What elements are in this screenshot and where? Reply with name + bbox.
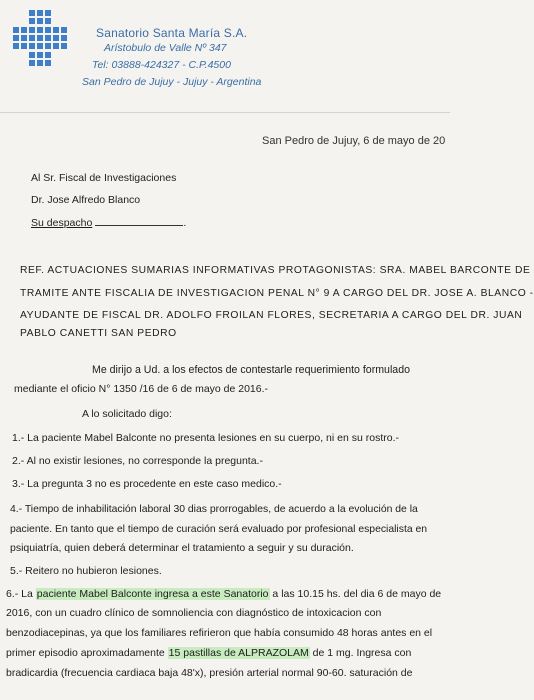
item-6-line-2: 2016, con un cuadro clínico de somnoliencia con diagnóstico de intoxicacion con bbox=[6, 607, 382, 619]
item-4-line-3: psiquiatría, quien deberá determinar el tratamiento a seguir y su duración. bbox=[10, 542, 354, 554]
ref-line-2: TRAMITE ANTE FISCALIA DE INVESTIGACION PENAL N° 9 A CARGO DEL DR. JOSE A. BLANCO - bbox=[20, 288, 534, 299]
highlight-alprazolam: 15 pastillas de ALPRAZOLAM bbox=[168, 647, 309, 659]
header-divider bbox=[0, 112, 450, 113]
addressee-line-1: Al Sr. Fiscal de Investigaciones bbox=[31, 172, 177, 184]
ref-line-4: PABLO CANETTI SAN PEDRO bbox=[20, 328, 177, 339]
addressee-end: . bbox=[183, 217, 187, 229]
sanatorium-name: Sanatorio Santa María S.A. bbox=[96, 26, 248, 40]
addressee-line-3 bbox=[31, 215, 186, 230]
item-1: 1.- La paciente Mabel Balconte no presenta lesiones en su cuerpo, ni en su rostro.- bbox=[12, 432, 399, 444]
date-line: San Pedro de Jujuy, 6 de mayo de 20 bbox=[262, 135, 446, 147]
item-6-dose-pre: primer episodio aproximadamente bbox=[6, 647, 168, 659]
item-6-time: a las 10.15 hs. del dia 6 de mayo de bbox=[269, 588, 442, 600]
item-6-line-1 bbox=[6, 589, 441, 601]
item-6-line-4 bbox=[6, 648, 411, 660]
item-4-line-2: paciente. En tanto que el tiempo de curación será evaluado por profesional especialista en bbox=[10, 524, 428, 535]
sanatorium-address: Arístobulo de Valle Nº 347 bbox=[104, 42, 227, 54]
addressee-line-2: Dr. Jose Alfredo Blanco bbox=[31, 194, 141, 206]
su-despacho: Su despacho bbox=[31, 217, 93, 229]
item-4-line-1: 4.- Tiempo de inhabilitación laboral 30 dias prorrogables, de acuerdo a la evolución de la bbox=[10, 504, 418, 515]
ref-line-3: AYUDANTE DE FISCAL DR. ADOLFO FROILAN FLORES, SECRETARIA A CARGO DEL DR. JUAN bbox=[20, 310, 523, 321]
signature-blank bbox=[95, 215, 183, 226]
blue-cross-grid-logo-icon bbox=[10, 8, 70, 70]
ref-line-1: REF. ACTUACIONES SUMARIAS INFORMATIVAS PROTAGONISTAS: SRA. MABEL BARCONTE DE bbox=[20, 265, 531, 276]
item-6-number: 6.- La bbox=[6, 588, 36, 600]
sanatorium-phone: Tel: 03888-424327 - C.P.4500 bbox=[92, 59, 231, 71]
item-2: 2.- Al no existir lesiones, no corresponde la pregunta.- bbox=[12, 455, 263, 467]
item-6-line-5: bradicardia (frecuencia cardiaca baja 48'x), presión arterial normal 90-60. saturación de bbox=[6, 667, 413, 679]
item-3: 3.- La pregunta 3 no es procedente en este caso medico.- bbox=[12, 478, 282, 490]
solicitado-heading: A lo solicitado digo: bbox=[82, 408, 172, 420]
intro-line-2: mediante el oficio N° 1350 /16 de 6 de mayo de 2016.- bbox=[14, 383, 269, 395]
item-6-dose-post: de 1 mg. Ingresa con bbox=[309, 647, 412, 659]
sanatorium-city: San Pedro de Jujuy - Jujuy - Argentina bbox=[82, 76, 262, 88]
item-6-line-3: benzodiacepinas, ya que los familiares refirieron que había consumido 48 horas antes en el bbox=[6, 627, 433, 639]
intro-line-1: Me dirijo a Ud. a los efectos de contestarle requerimiento formulado bbox=[92, 364, 410, 376]
highlight-patient-admission: paciente Mabel Balconte ingresa a este Sanatorio bbox=[36, 588, 269, 600]
item-5: 5.- Reitero no hubieron lesiones. bbox=[10, 565, 162, 577]
